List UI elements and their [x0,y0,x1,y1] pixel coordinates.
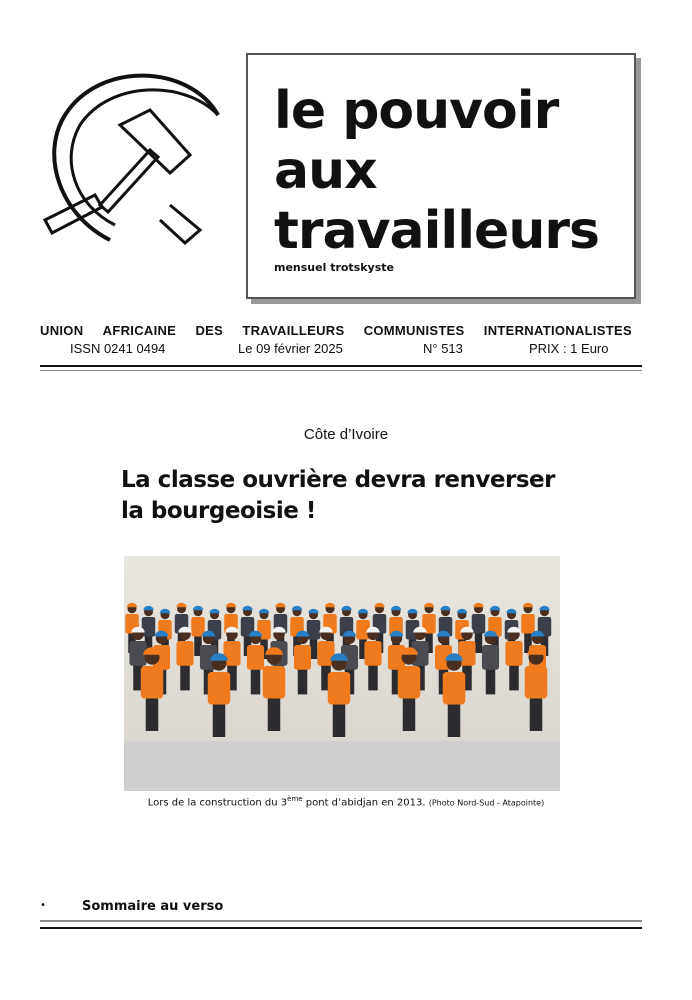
issue-date: Le 09 février 2025 [238,341,343,356]
org-word: INTERNATIONALISTES [483,323,632,338]
issue-price: PRIX : 1 Euro [529,341,609,356]
masthead-title-line-1: le pouvoir [274,81,559,141]
photo-caption [0,795,692,808]
caption-sup: ème [287,795,303,803]
caption-text: Lors de la construction du 3 [147,797,288,809]
masthead-title-line-2: aux [274,141,377,201]
headline-line-1: La classe ouvrière devra renverser [121,467,555,493]
bullet-icon: • [40,900,46,911]
issue-number: N° 513 [423,341,463,356]
org-word: AFRICAINE [102,323,177,338]
summary-link[interactable]: Sommaire au verso [82,899,224,914]
org-word: TRAVAILLEURS [242,323,345,338]
headline-line-2: la bourgeoisie ! [121,498,316,524]
masthead-title-box [246,53,636,299]
masthead-subtitle: mensuel trotskyste [274,261,394,274]
header-rule [40,365,642,367]
footer-rule-grey [40,920,642,922]
org-word: UNION [40,323,84,338]
footer-rule [40,927,642,929]
construction-workers-photo [124,556,560,791]
article-headline [121,465,591,527]
masthead-title-line-3: travailleurs [274,201,599,261]
photo-credit: (Photo Nord-Sud - Atapointe) [428,798,545,808]
article-kicker: Côte d’Ivoire [303,426,389,443]
org-word: DES [195,323,224,338]
caption-text-end: pont d’abidjan en 2013. [302,797,426,809]
org-word: COMMUNISTES [363,323,465,338]
header-rule-thin [40,370,642,371]
organization-name [40,323,632,338]
issn: ISSN 0241 0494 [70,341,166,356]
hammer-sickle-icon [40,55,240,255]
